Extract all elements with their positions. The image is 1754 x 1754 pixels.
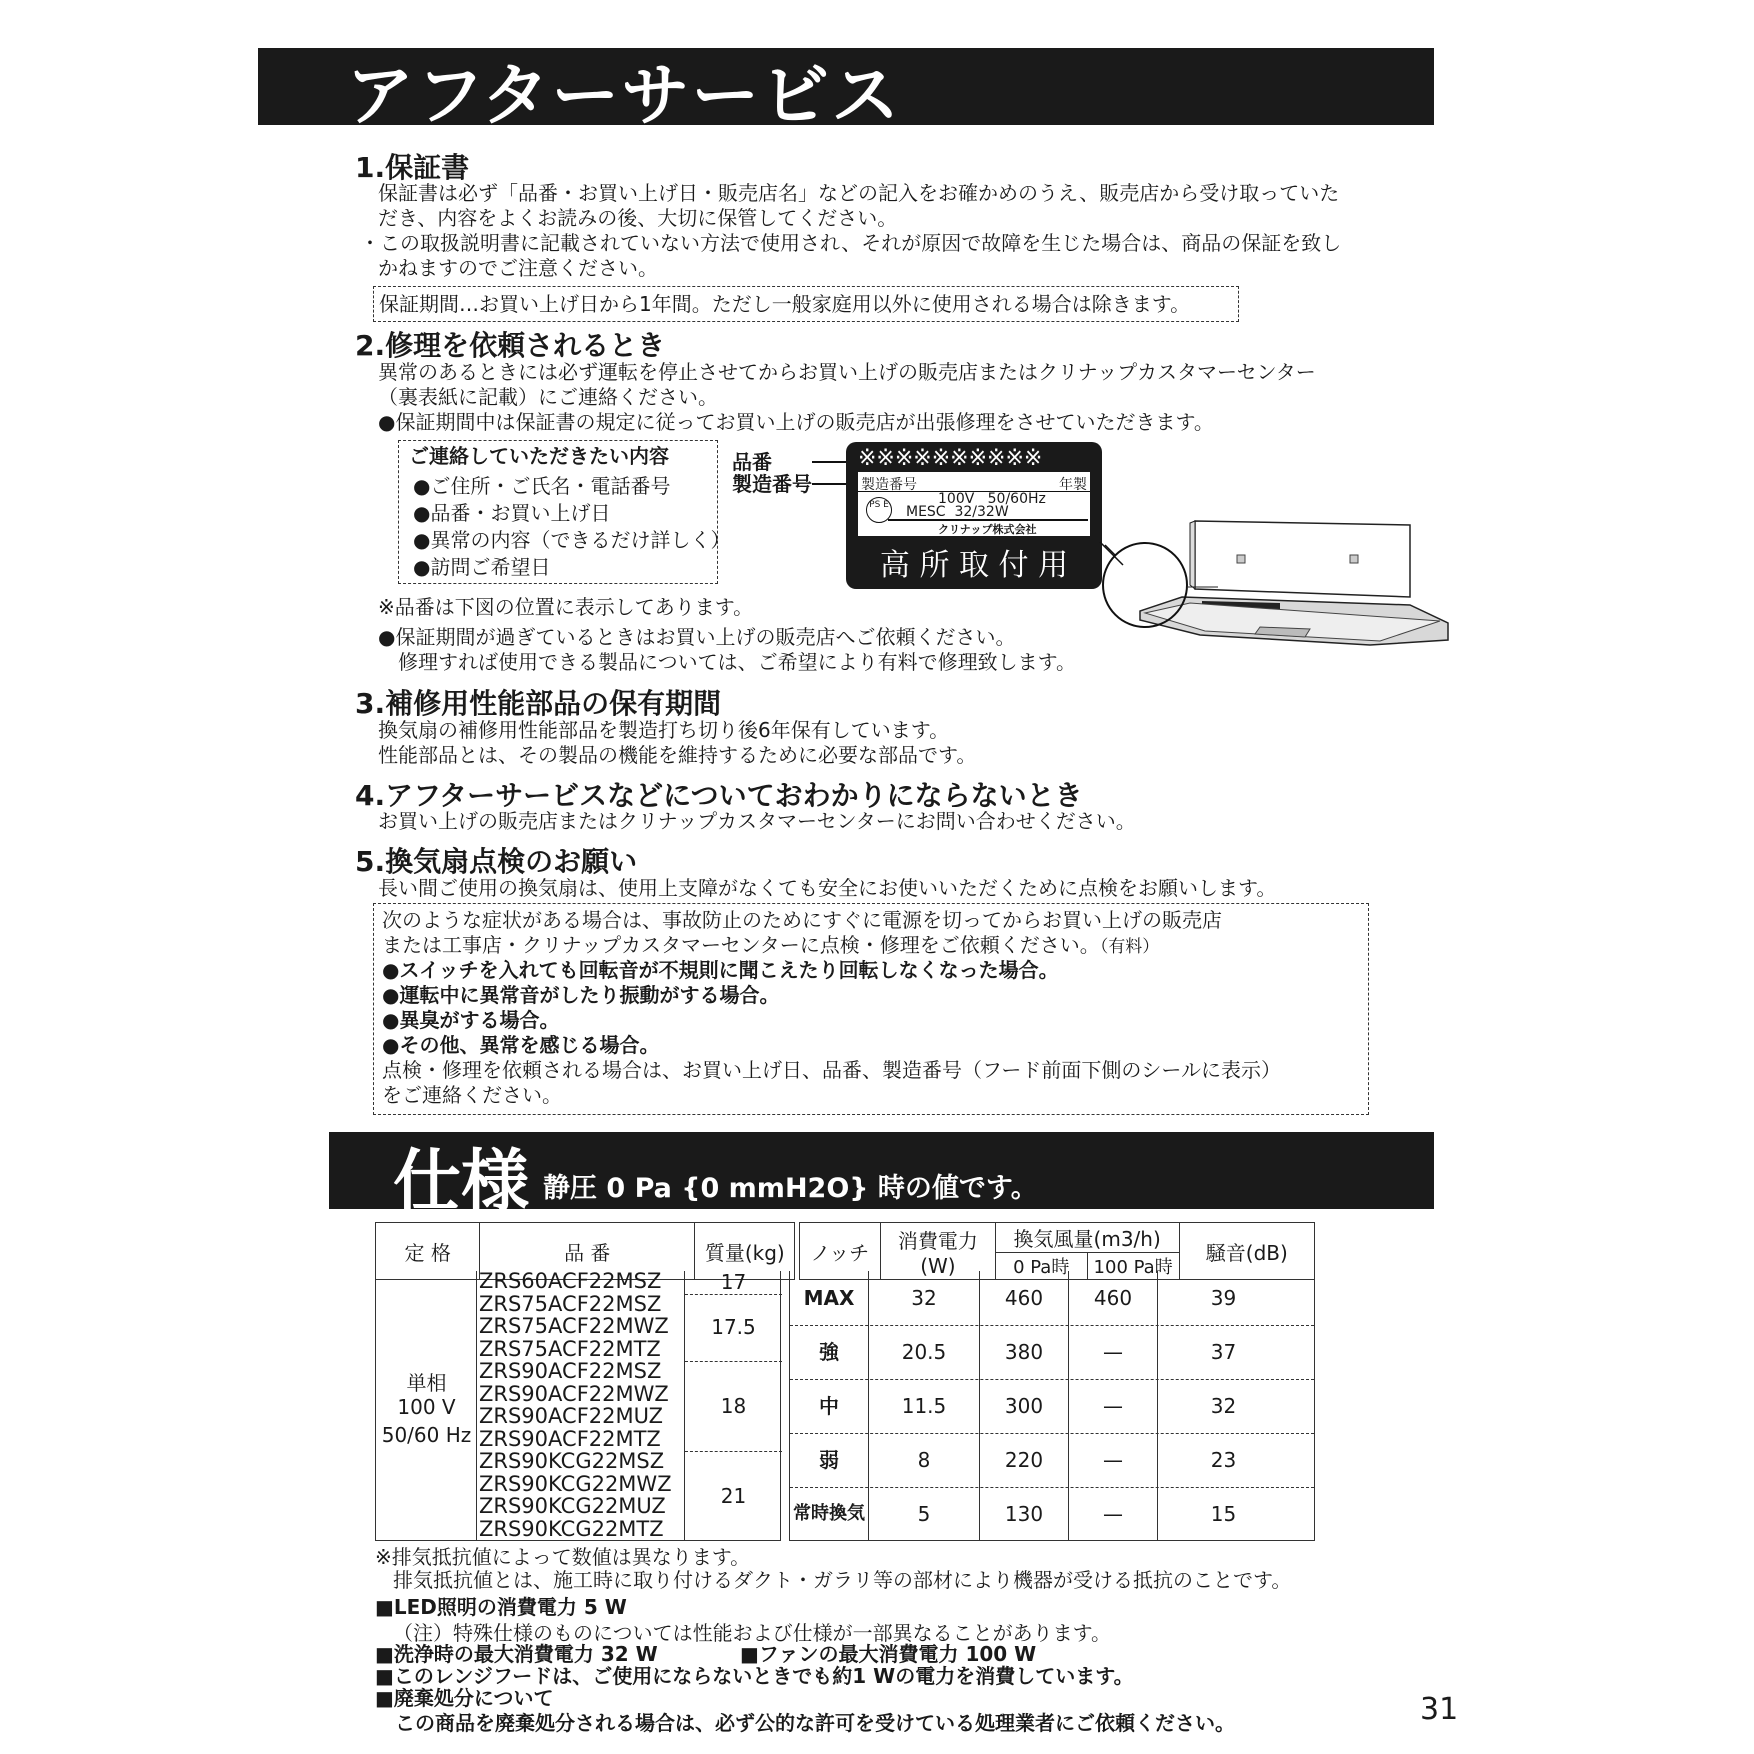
cell-flow100: 460: [1069, 1271, 1158, 1325]
header-airflow-100pa: 100 Pa時: [1087, 1253, 1179, 1280]
inspection-text-1: 次のような症状がある場合は、事故防止のためにすぐに電源を切ってからお買い上げの販売店: [382, 908, 1222, 932]
spec-subtitle: 静圧 0 Pa {0 mmH2O} 時の値です。: [543, 1173, 1038, 1204]
model-number: ZRS90KCG22MUZ: [479, 1494, 666, 1518]
symptom-item: ●運転中に異常音がしたり振動がする場合。: [382, 983, 780, 1007]
s5-text-1: 長い間ご使用の換気扇は、使用上支障がなくても安全にお使いいただくために点検をお願いします。: [378, 876, 1277, 900]
header-notch: ノッチ: [799, 1223, 881, 1280]
s1-text-2: だき、内容をよくお読みの後、大切に保管してください。: [378, 206, 898, 230]
symptom-item: ●異臭がする場合。: [382, 1008, 560, 1032]
model-number: ZRS90KCG22MWZ: [479, 1471, 672, 1496]
label-seizo: 製造番号: [732, 472, 812, 496]
model-number: ZRS90ACF22MTZ: [479, 1426, 661, 1451]
inspection-text-3: 点検・修理を依頼される場合は、お買い上げ日、品番、製造番号（フード前面下側のシールに表示）: [382, 1058, 1281, 1082]
model-number: ZRS90ACF22MSZ: [479, 1359, 662, 1383]
note-fan-power: ■ファンの最大消費電力 100 W: [740, 1642, 1037, 1666]
header-power: 消費電力(W): [881, 1223, 996, 1280]
title-banner: [258, 48, 1434, 136]
note-disposal-title: ■廃棄処分について: [375, 1686, 554, 1710]
cell-power: 8: [869, 1433, 980, 1487]
model-number: ZRS75ACF22MTZ: [479, 1336, 661, 1361]
cell-notch: MAX: [790, 1271, 869, 1325]
header-airflow-0pa: 0 Pa時: [995, 1253, 1087, 1280]
header-mass: 質量(kg): [695, 1223, 795, 1280]
model-block: [375, 1271, 781, 1541]
mass-value: 21: [720, 1484, 747, 1508]
cell-noise: 15: [1210, 1502, 1237, 1526]
cell-flow0: 460: [980, 1271, 1069, 1325]
rating-cell: 単相 100 V 50/60 Hz: [376, 1271, 477, 1541]
sticker-pointer: [1098, 540, 1128, 568]
sticker-model: MESC 32/32W: [906, 504, 1009, 520]
mass-value: 18: [720, 1394, 747, 1418]
model-number: ZRS90ACF22MUZ: [479, 1404, 663, 1428]
mass-value: 17: [720, 1270, 747, 1294]
contact-item: ●異常の内容（できるだけ詳しく）: [413, 528, 731, 552]
s2-text-3: ●保証期間中は保証書の規定に従ってお買い上げの販売店が出張修理をさせていただきます。: [378, 410, 1214, 434]
page-title: アフターサービス: [346, 57, 902, 136]
cell-flow0: 220: [980, 1433, 1069, 1487]
s2-text-1: 異常のあるときには必ず運転を停止させてからお買い上げの販売店またはクリナップカスタマーセンター: [378, 360, 1316, 384]
cell-flow100: —: [1069, 1379, 1158, 1433]
note-special: （注）特殊仕様のものについては性能および仕様が一部異なることがあります。: [393, 1621, 1111, 1645]
contact-info-box: [398, 440, 731, 584]
cell-power: 20.5: [869, 1325, 980, 1379]
symptom-item: ●その他、異常を感じる場合。: [382, 1033, 660, 1057]
note-disposal-text: この商品を廃棄処分される場合は、必ず公的な許可を受けている処理業者にご依頼ください。: [395, 1711, 1235, 1735]
cell-noise: 32: [1210, 1394, 1237, 1418]
header-rating: 定 格: [376, 1223, 480, 1280]
model-number: ZRS75ACF22MSZ: [479, 1291, 662, 1316]
cell-flow0: 130: [980, 1487, 1069, 1541]
cell-notch: 強: [790, 1325, 869, 1379]
contact-item: ●品番・お買い上げ日: [413, 501, 611, 525]
label-hinban: 品番: [732, 450, 772, 474]
sticker-maker: クリナップ株式会社: [938, 523, 1037, 536]
s4-text-1: お買い上げの販売店またはクリナップカスタマーセンターにお問い合わせください。: [378, 809, 1136, 833]
header-airflow: 換気風量(m3/h): [995, 1223, 1179, 1253]
cell-notch: 常時換気: [790, 1487, 869, 1541]
model-column: [477, 1271, 685, 1541]
inspection-text-4: をご連絡ください。: [382, 1083, 562, 1107]
cell-flow0: 300: [980, 1379, 1069, 1433]
s1-text-4: かねますのでご注意ください。: [378, 256, 658, 280]
sticker-year: 年製: [1059, 477, 1087, 493]
section-3-heading: 3.補修用性能部品の保有期間: [355, 687, 722, 720]
range-hood-illustration: [1080, 515, 1450, 675]
model-number: ZRS90ACF22MWZ: [479, 1381, 669, 1406]
s3-text-2: 性能部品とは、その製品の機能を維持するために必要な部品です。: [378, 743, 977, 767]
mass-value: 17.5: [711, 1314, 756, 1339]
sticker-stars: ※※※※※※※※※※: [858, 446, 1043, 471]
cell-flow100: —: [1069, 1325, 1158, 1379]
cell-noise: 23: [1210, 1448, 1237, 1472]
cell-noise: 39: [1210, 1286, 1237, 1310]
rating-sticker: [846, 442, 1102, 589]
s3-text-1: 換気扇の補修用性能部品を製造打ち切り後6年保有しています。: [378, 718, 950, 742]
inspection-box: [373, 903, 1369, 1115]
s2-note: ※品番は下図の位置に表示してあります。: [378, 595, 754, 619]
pse-mark-icon: PS E: [866, 497, 892, 523]
contact-item: ●ご住所・ご氏名・電話番号: [413, 474, 671, 498]
model-number: ZRS90KCG22MTZ: [479, 1516, 664, 1541]
cell-flow0: 380: [980, 1325, 1069, 1379]
section-5-heading: 5.換気扇点検のお願い: [355, 845, 638, 878]
sticker-serial: 製造番号: [861, 477, 917, 493]
s2-text-2: （裏表紙に記載）にご連絡ください。: [378, 385, 718, 409]
section-2-heading: 2.修理を依頼されるとき: [355, 329, 666, 362]
sticker-info-panel: [858, 472, 1090, 536]
header-noise: 騒音(dB): [1179, 1223, 1314, 1280]
symptom-item: ●スイッチを入れても回転音が不規則に聞こえたり回転しなくなった場合。: [382, 958, 1059, 982]
section-4-heading: 4.アフターサービスなどについておわかりにならないとき: [355, 779, 1083, 812]
s2-text-5: 修理すれば使用できる製品については、ご希望により有料で修理致します。: [398, 650, 1076, 674]
s2-text-4: ●保証期間が過ぎているときはお買い上げの販売店へご依頼ください。: [378, 625, 1016, 649]
sticker-warning: 高 所 取 付 用: [879, 548, 1069, 583]
note-wash-power: ■洗浄時の最大消費電力 32 W: [375, 1642, 658, 1666]
model-number: ZRS90KCG22MSZ: [479, 1449, 665, 1473]
spec-title: 仕様: [393, 1143, 530, 1222]
cell-notch: 弱: [790, 1433, 869, 1487]
cell-flow100: —: [1069, 1487, 1158, 1541]
cell-notch: 中: [790, 1379, 869, 1433]
model-number: ZRS60ACF22MSZ: [479, 1269, 662, 1293]
cell-power: 11.5: [869, 1379, 980, 1433]
page-number: 31: [1420, 1692, 1459, 1727]
model-number: ZRS75ACF22MWZ: [479, 1314, 669, 1338]
s1-text-3: ・この取扱説明書に記載されていない方法で使用され、それが原因で故障を生じた場合は、商品の保証を致し: [360, 231, 1342, 255]
performance-block: [789, 1271, 1315, 1541]
header-model: 品 番: [480, 1223, 695, 1280]
cell-power: 32: [869, 1271, 980, 1325]
contact-info-title: ご連絡していただきたい内容: [409, 444, 669, 468]
s1-text-1: 保証書は必ず「品番・お買い上げ日・販売店名」などの記入をお確かめのうえ、販売店から受け取っていた: [378, 181, 1340, 205]
cell-power: 5: [869, 1487, 980, 1541]
warranty-period-box: [373, 286, 1239, 322]
note-1: ※排気抵抗値によって数値は異なります。: [375, 1545, 751, 1569]
spec-banner: [329, 1132, 1434, 1222]
sticker-voltage: 100V 50/60Hz: [938, 491, 1046, 507]
note-2: 排気抵抗値とは、施工時に取り付けるダクト・ガラリ等の部材により機器が受ける抵抗のことです。: [393, 1568, 1292, 1592]
inspection-text-2: または工事店・クリナップカスタマーセンターに点検・修理をご依頼ください。（有料）: [382, 933, 1160, 957]
cell-noise: 37: [1210, 1340, 1237, 1364]
contact-item: ●訪問ご希望日: [413, 555, 551, 579]
section-1-heading: 1.保証書: [355, 151, 470, 184]
note-standby: ■このレンジフードは、ご使用にならないときでも約1 Wの電力を消費しています。: [375, 1664, 1134, 1688]
cell-flow100: —: [1069, 1433, 1158, 1487]
warranty-period-text: 保証期間…お買い上げ日から1年間。ただし一般家庭用以外に使用される場合は除きます。: [379, 292, 1191, 316]
note-led: ■LED照明の消費電力 5 W: [375, 1595, 627, 1619]
mass-column: [685, 1271, 782, 1541]
